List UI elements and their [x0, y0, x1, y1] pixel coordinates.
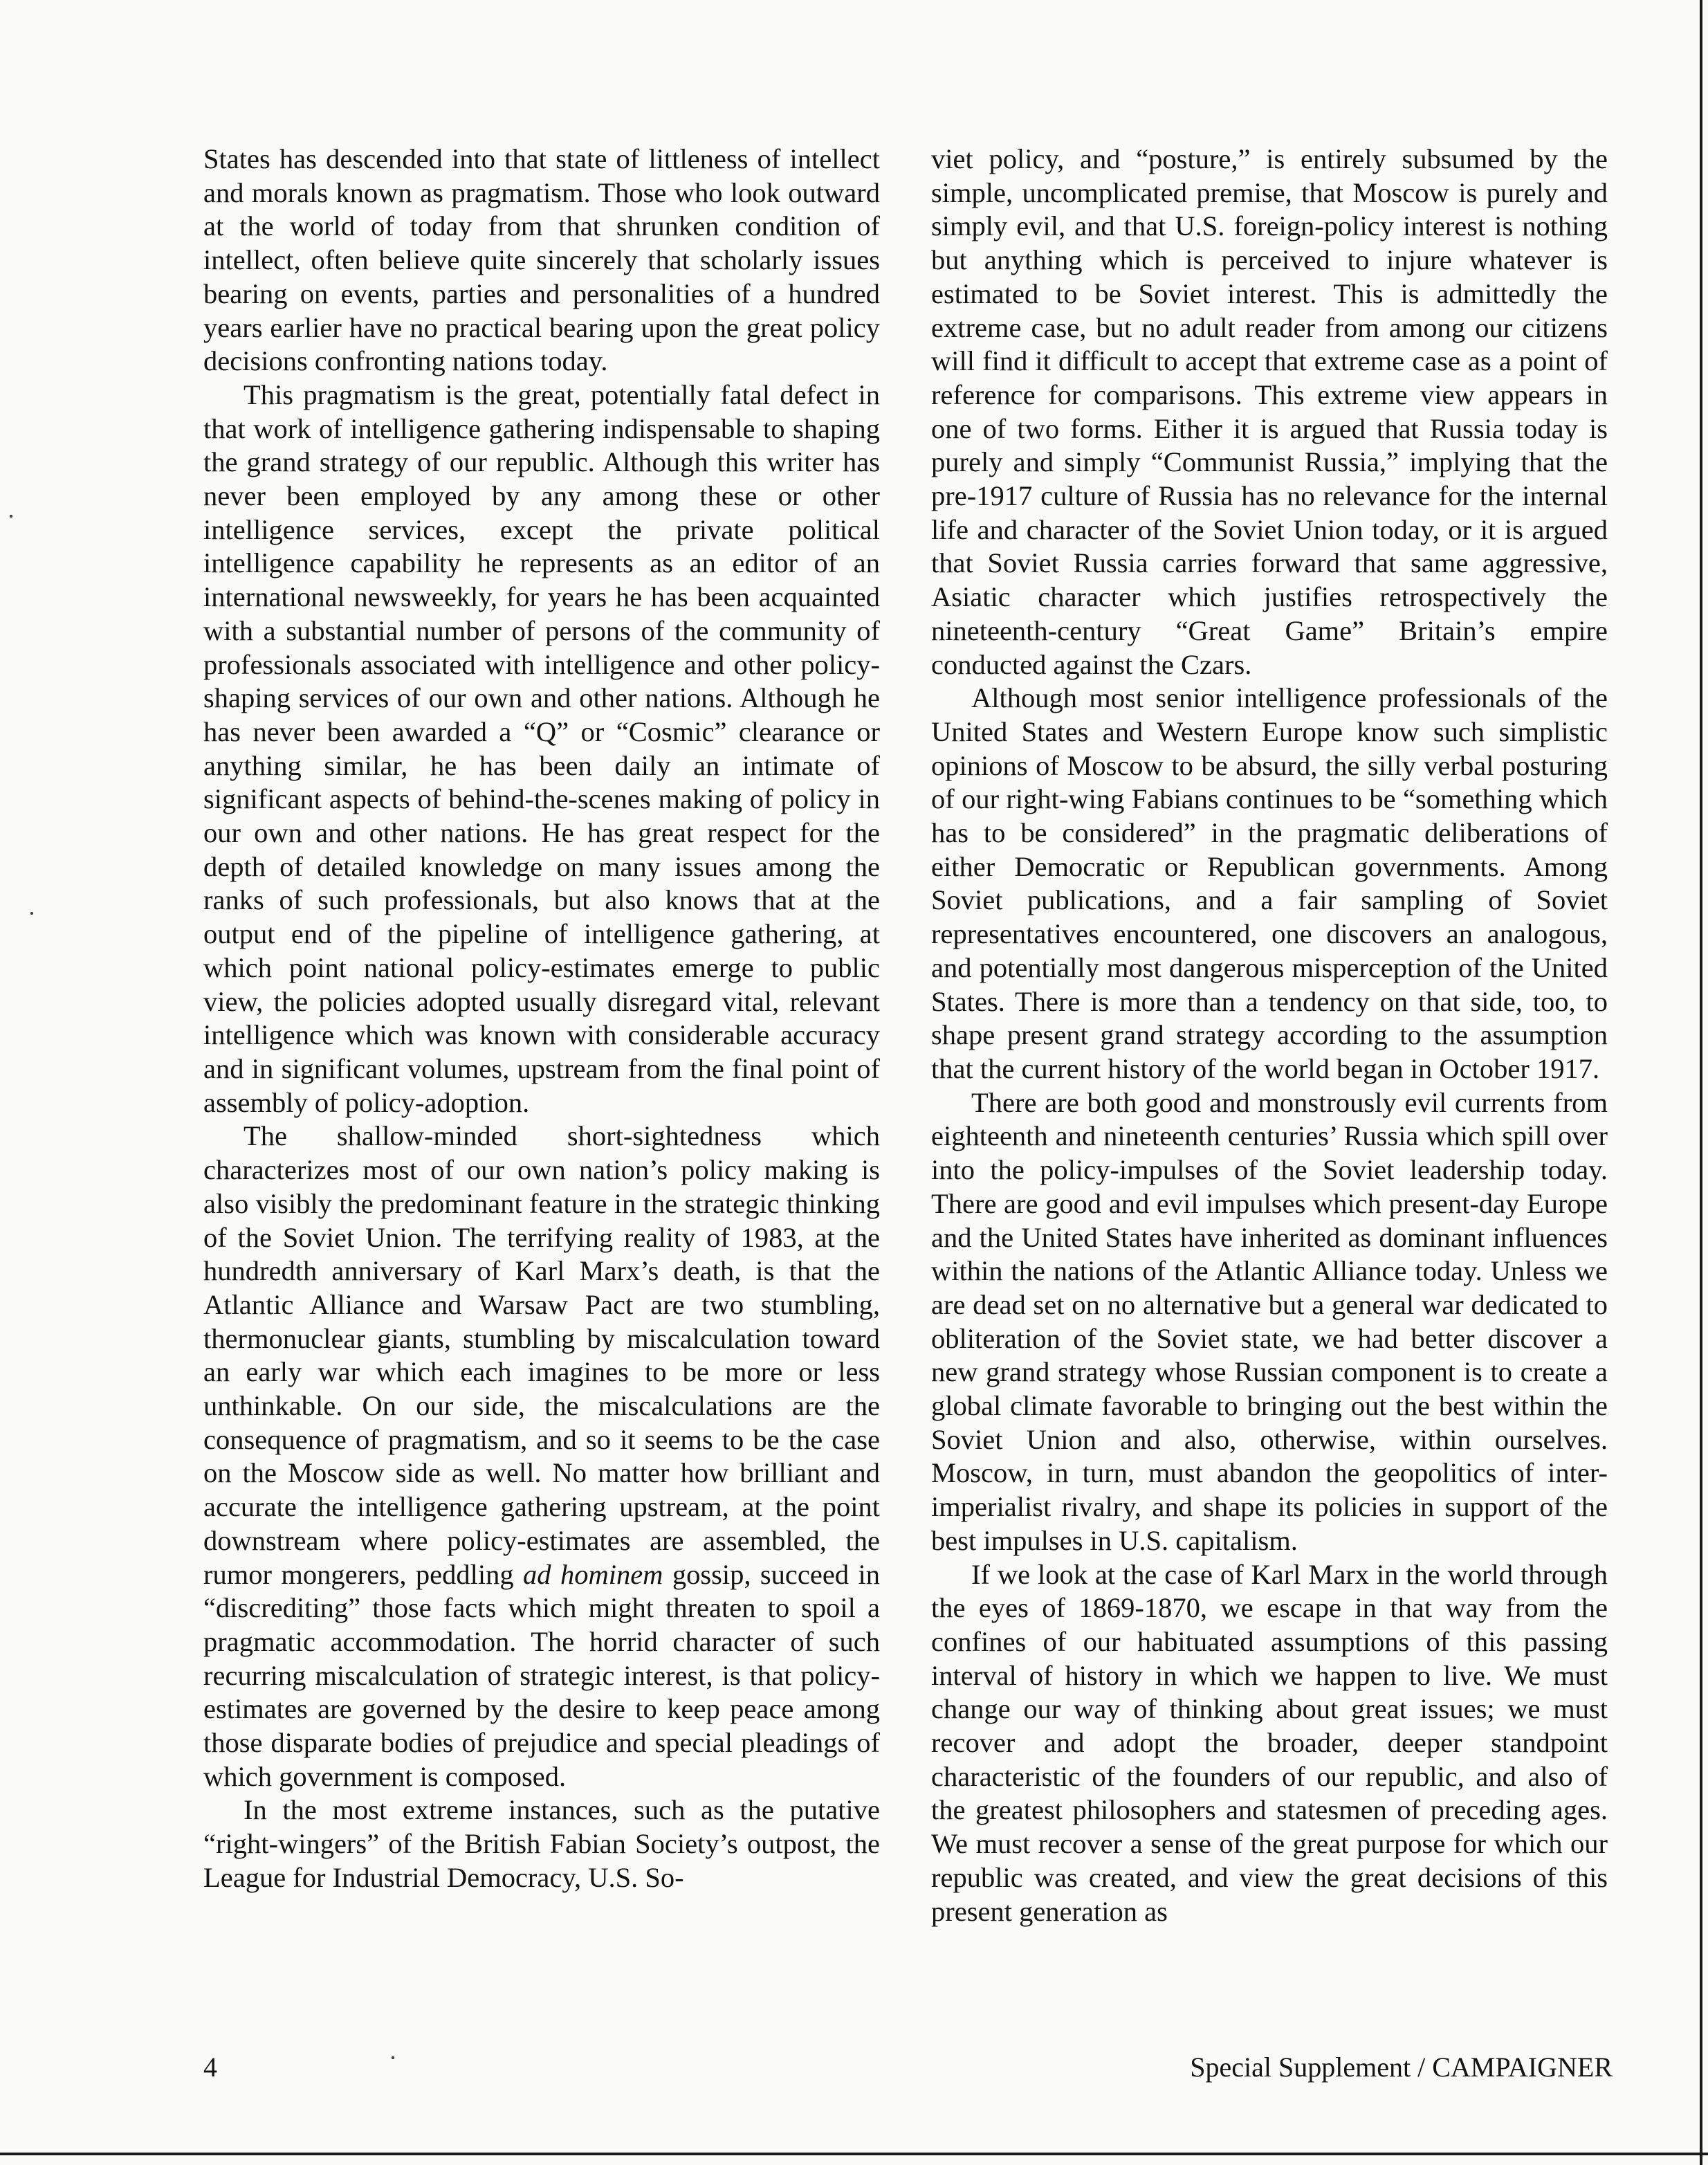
- right-text-column: [931, 143, 1608, 1928]
- paragraph: States has descended into that state of littleness of intellect and morals known as pragmatism. Those who look outward at the world of today from that shrunken condition of intellect, often believe quite sincerely that scholarly issues bearing on events, parties and personalities of a hundred years earlier have no practical bearing upon the great policy decisions confronting nations today.: [203, 143, 880, 377]
- scan-speck: [30, 912, 33, 915]
- paragraph: In the most extreme instances, such as the putative “right-wingers” of the British Fabian Society’s outpost, the League for Industrial Democracy, U.S. So-: [203, 1794, 880, 1893]
- paragraph: If we look at the case of Karl Marx in the world through the eyes of 1869-1870, we escape in that way from the confines of our habituated assumptions of this passing interval of history in which we happen to live. We must change our way of thinking about great issues; we must recover and adopt the broader, deeper standpoint characteristic of the founders of our republic, and also of the greatest philosophers and statesmen of preceding ages. We must recover a sense of the great purpose for which our republic was created, and view the great decisions of this present generation as: [931, 1558, 1608, 1927]
- paragraph: There are both good and monstrously evil currents from eighteenth and nineteenth centuries’ Russia which spill over into the policy-impulses of the Soviet leadership today. There are good and evil impulses which present-day Europe and the United States have inherited as dominant influences within the nations of the Atlantic Alliance today. Unless we are dead set on no alternative but a general war dedicated to obliteration of the Soviet state, we had better discover a new grand strategy whose Russian component is to create a global climate favorable to bringing out the best within the Soviet Union and also, otherwise, within ourselves. Moscow, in turn, must abandon the geopolitics of inter-imperialist rivalry, and shape its policies in support of the best impulses in U.S. capitalism.: [931, 1086, 1608, 1556]
- paragraph: Although most senior intelligence professionals of the United States and Western Europe know such simplistic opinions of Moscow to be absurd, the silly verbal posturing of our right-wing Fabians continues to be “something which has to be considered” in the pragmatic deliberations of either Democratic or Republican governments. Among Soviet publications, and a fair sampling of Soviet representatives encountered, one discovers an analogous, and potentially most dangerous misperception of the United States. There is more than a tendency on that side, too, to shape present grand strategy according to the assumption that the current history of the world began in October 1917.: [931, 682, 1608, 1084]
- scan-speck: [10, 515, 12, 518]
- paragraph: viet policy, and “posture,” is entirely subsumed by the simple, uncomplicated premise, that Moscow is purely and simply evil, and that U.S. foreign-policy interest is nothing but anything which is perceived to injure whatever is estimated to be Soviet interest. This is admittedly the extreme case, but no adult reader from among our citizens will find it difficult to accept that extreme case as a point of reference for comparisons. This extreme view appears in one of two forms. Either it is argued that Russia today is purely and simply “Communist Russia,” implying that the pre-1917 culture of Russia has no relevance for the internal life and character of the Soviet Union today, or it is argued that Soviet Russia carries forward that same aggressive, Asiatic character which justifies retrospectively the nineteenth-century “Great Game” Britain’s empire conducted against the Czars.: [931, 143, 1608, 680]
- scan-edge-right: [1700, 0, 1702, 2165]
- page-number: 4: [203, 2052, 217, 2083]
- italic-phrase: ad hominem: [523, 1558, 663, 1590]
- left-text-column: [203, 143, 880, 1895]
- paragraph-text: The shallow-minded short-sightedness which characterizes most of our own nation’s policy making is also visibly the predominant feature in the strategic thinking of the Soviet Union. The terrifying reality of 1983, at the hundredth anniversary of Karl Marx’s death, is that the Atlantic Alliance and Warsaw Pact are two stumbling, thermonuclear giants, stumbling by miscalculation toward an early war which each imagines to be more or less unthinkable. On our side, the miscalculations are the consequence of pragmatism, and so it seems to be the case on the Moscow side as well. No matter how brilliant and accurate the intelligence gathering upstream, at the point downstream where policy-estimates are assembled, the rumor mongerers, peddling: [203, 1120, 880, 1590]
- paragraph-text: gossip, succeed in “discrediting” those facts which might threaten to spoil a pragmatic accommodation. The horrid character of such recurring miscalculation of strategic interest, is that policy-estimates are governed by the desire to keep peace among those disparate bodies of prejudice and special pleadings of which government is composed.: [203, 1558, 880, 1792]
- scan-edge-bottom: [0, 2153, 1708, 2155]
- paragraph-with-italic: [203, 1120, 880, 1793]
- scan-speck: [392, 2056, 394, 2059]
- running-footer-title: Special Supplement / CAMPAIGNER: [1190, 2052, 1613, 2083]
- paragraph: This pragmatism is the great, potentially fatal defect in that work of intelligence gathering indispensable to shaping the grand strategy of our republic. Although this writer has never been employed by any among these or other intelligence services, except the private political intelligence capability he represents as an editor of an international newsweekly, for years he has been acquainted with a substantial number of persons of the community of professionals associated with intelligence and other policy-shaping services of our own and other nations. Although he has never been awarded a “Q” or “Cosmic” clearance or anything similar, he has been daily an intimate of significant aspects of behind-the-scenes making of policy in our own and other nations. He has great respect for the depth of detailed knowledge on many issues among the ranks of such professionals, but also knows that at the output end of the pipeline of intelligence gathering, at which point national policy-estimates emerge to public view, the policies adopted usually disregard vital, relevant intelligence which was known with considerable accuracy and in significant volumes, upstream from the final point of assembly of policy-adoption.: [203, 378, 880, 1118]
